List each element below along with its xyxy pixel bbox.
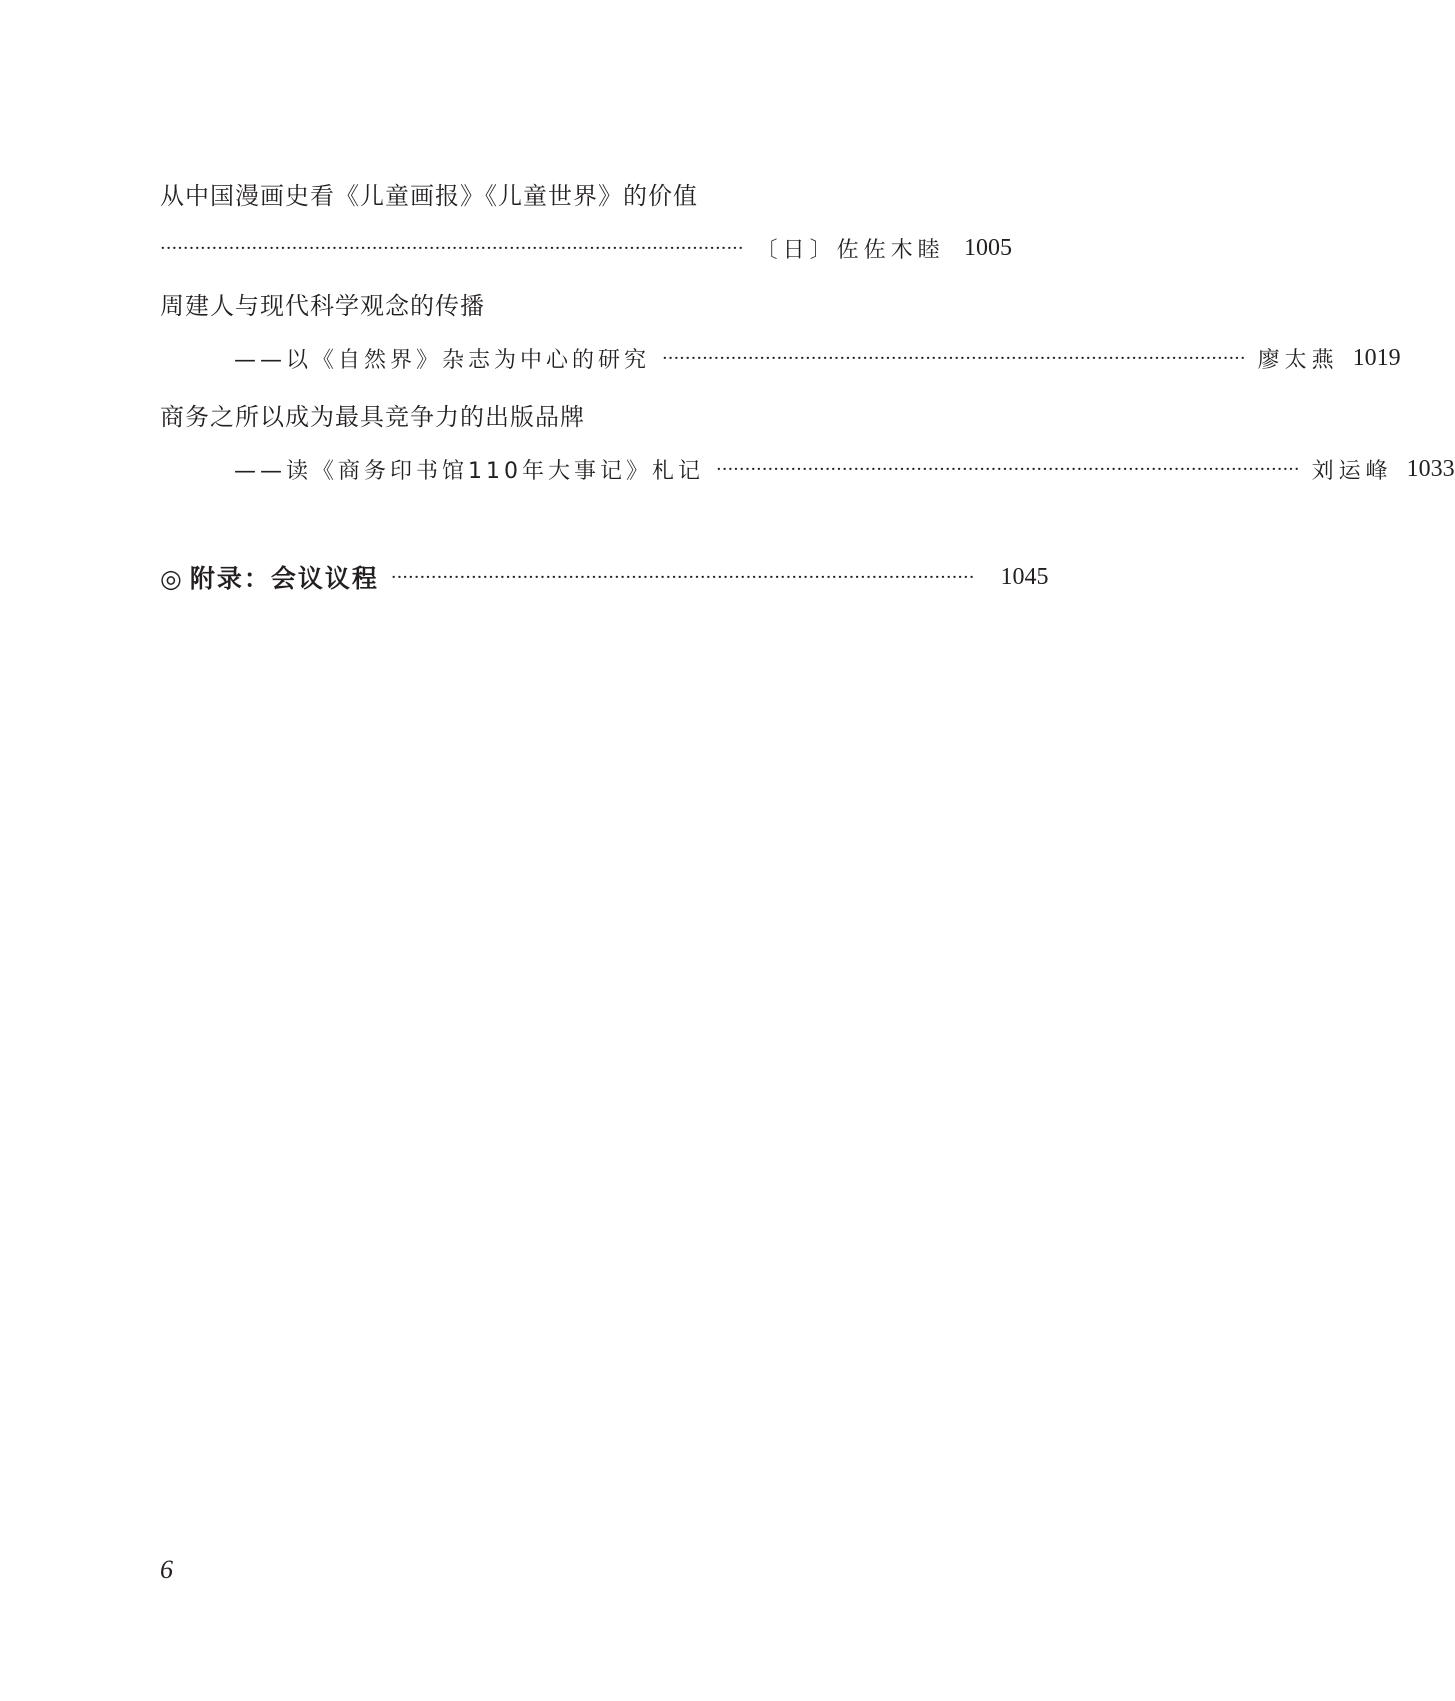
dot-leader: ······································································································ bbox=[716, 458, 1300, 480]
toc-appendix-entry bbox=[160, 555, 1049, 599]
entry-page-number: 1045 bbox=[1000, 563, 1049, 590]
entry-page-number: 1019 bbox=[1352, 344, 1401, 371]
appendix-label bbox=[160, 559, 379, 595]
entry-author: 廖太燕 bbox=[1257, 347, 1339, 373]
double-circle-icon: ◎ bbox=[160, 564, 184, 593]
page-folio: 6 bbox=[160, 1555, 173, 1584]
entry-title: 商务之所以成为最具竞争力的出版品牌 bbox=[160, 402, 585, 431]
toc-entry-reference bbox=[160, 226, 1012, 270]
appendix-title: 附录：会议议程 bbox=[189, 564, 379, 593]
entry-page-number: 1005 bbox=[964, 234, 1012, 261]
toc-entry-title bbox=[160, 281, 1012, 325]
entry-title: 从中国漫画史看《儿童画报》《儿童世界》的价值 bbox=[160, 181, 698, 210]
toc-entry-reference bbox=[160, 447, 1455, 491]
dot-leader: ······································································································ bbox=[662, 347, 1246, 369]
toc-entry-reference bbox=[160, 336, 1401, 380]
toc-entry-title bbox=[160, 171, 1012, 215]
entry-title: 周建人与现代科学观念的传播 bbox=[160, 291, 485, 320]
entry-page-number: 1033 bbox=[1406, 455, 1455, 482]
dot-leader: ······································································································ bbox=[390, 566, 975, 588]
entry-author: 〔日〕佐佐木睦 bbox=[755, 237, 945, 263]
dot-leader: ······································································································ bbox=[160, 237, 744, 259]
entry-subtitle: ——以《自然界》杂志为中心的研究 bbox=[234, 347, 651, 373]
toc-entry-title bbox=[160, 392, 1012, 436]
entry-subtitle: ——读《商务印书馆110年大事记》札记 bbox=[234, 458, 704, 484]
entry-author: 刘运峰 bbox=[1311, 458, 1393, 484]
